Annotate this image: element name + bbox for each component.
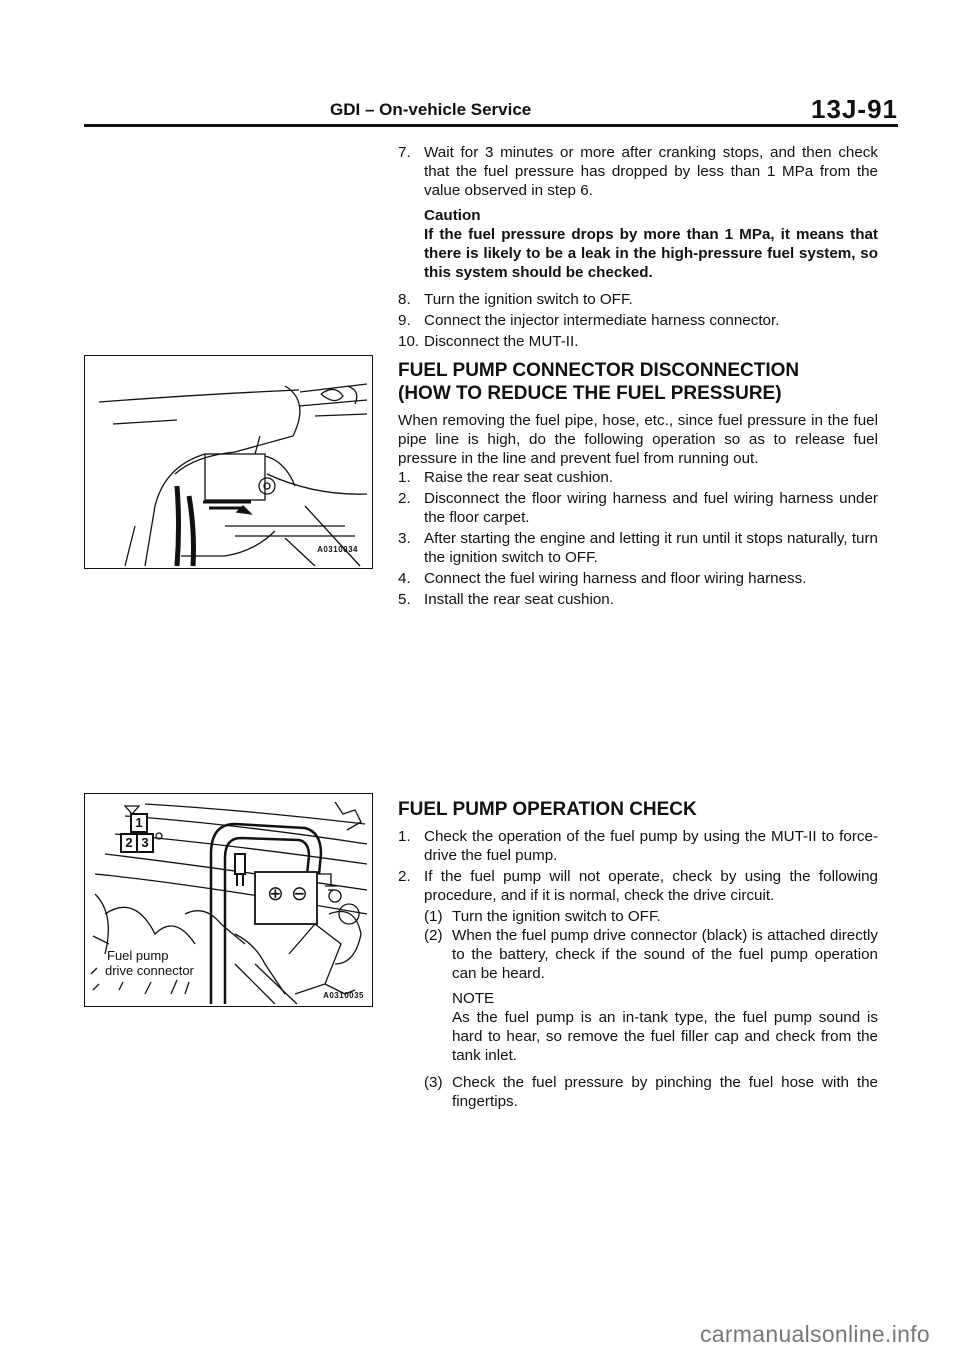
watermark: carmanualsonline.info [699, 1321, 930, 1347]
sub-step-number: (2) [424, 927, 443, 944]
note-title: NOTE [452, 990, 495, 1007]
step-number: 7. [398, 144, 411, 161]
sub-step [424, 907, 878, 926]
step-text: Disconnect the MUT-II. [424, 333, 579, 350]
list-item [398, 827, 878, 865]
section-heading-operation-check: FUEL PUMP OPERATION CHECK [398, 799, 697, 820]
step-text: Connect the injector intermediate harness connector. [424, 312, 780, 329]
sub-steps-cont [424, 1073, 878, 1111]
step-text: If the fuel pump will not operate, check by using the following procedure, and if it is normal, check the drive circuit. [424, 868, 878, 904]
section-intro: When removing the fuel pipe, hose, etc., since fuel pressure in the fuel pipe line is high, do the following operation so as to release fuel pressure in the line and prevent fuel from running out. [398, 412, 878, 467]
sub-step [424, 1073, 878, 1111]
step-number: 3. [398, 530, 411, 547]
sub-step-number: (1) [424, 908, 443, 925]
sub-step-number: (3) [424, 1074, 443, 1091]
section-heading-connector-disconnection [398, 359, 878, 405]
sub-step-text: Check the fuel pressure by pinching the fuel hose with the fingertips. [452, 1074, 878, 1110]
heading-line: (HOW TO REDUCE THE FUEL PRESSURE) [398, 383, 782, 404]
list-item [398, 489, 878, 527]
step-number: 9. [398, 312, 411, 329]
connector-pin-3: 3 [141, 835, 149, 850]
page-number: 13J-91 [811, 94, 898, 124]
step-text: Disconnect the floor wiring harness and fuel wiring harness under the floor carpet. [424, 490, 878, 526]
connector-pin-2: 2 [125, 835, 133, 850]
section-title: GDI – On-vehicle Service [330, 100, 532, 119]
step-7 [398, 143, 878, 200]
step-number: 1. [398, 828, 411, 845]
heading-line: FUEL PUMP CONNECTOR DISCONNECTION [398, 360, 800, 381]
battery-minus-icon: ⊖ [291, 883, 308, 905]
callout-line: drive connector [105, 963, 194, 978]
sub-step-text: When the fuel pump drive connector (black) is attached directly to the battery, check if the sound of the fuel pump operation can be heard. [452, 927, 878, 982]
step-text: Turn the ignition switch to OFF. [424, 291, 633, 308]
sub-steps [424, 907, 878, 983]
step-text: Wait for 3 minutes or more after cranking stops, and then check that the fuel pressure has dropped by less than 1 MPa from the value observed in step 6. [424, 144, 878, 199]
step-text: Install the rear seat cushion. [424, 591, 614, 608]
caution-text: If the fuel pressure drops by more than 1 MPa, it means that there is likely to be a leak in the high-pressure fuel system, so this system should be checked. [424, 226, 878, 281]
step-number: 1. [398, 469, 411, 486]
step-text: Check the operation of the fuel pump by using the MUT-II to force-drive the fuel pump. [424, 828, 878, 864]
callout-label [95, 948, 194, 978]
step-number: 2. [398, 868, 411, 885]
sub-step-text: Turn the ignition switch to OFF. [452, 908, 661, 925]
sub-step [424, 926, 878, 983]
list-item [398, 867, 878, 905]
caution-title: Caution [424, 207, 481, 224]
step-text: After starting the engine and letting it run until it stops naturally, turn the ignition switch to OFF. [424, 530, 878, 566]
step-8 [398, 290, 878, 309]
header-rule [84, 124, 898, 127]
caution-block [424, 206, 878, 282]
figure-fuel-pump-drive-connector [84, 793, 373, 1007]
figure-connector-location [84, 355, 373, 569]
list-item [398, 529, 878, 567]
note-text: As the fuel pump is an in-tank type, the fuel pump sound is hard to hear, so remove the fuel filler cap and check from the tank inlet. [452, 1009, 878, 1064]
figure-code: A0310035 [323, 991, 364, 1000]
step-number: 8. [398, 291, 411, 308]
list-item [398, 569, 878, 588]
step-number: 10. [398, 333, 420, 350]
figure-code: A0310034 [317, 545, 358, 554]
step-number: 4. [398, 570, 411, 587]
step-number: 5. [398, 591, 411, 608]
note-block [452, 989, 878, 1065]
connector-pin-1: 1 [135, 815, 143, 830]
step-text: Connect the fuel wiring harness and floor wiring harness. [424, 570, 807, 587]
connector-illustration [85, 356, 372, 568]
list-item [398, 468, 878, 487]
battery-plus-icon: ⊕ [267, 883, 284, 905]
step-10 [398, 332, 878, 351]
bottom-text-column [398, 794, 878, 1111]
step-number: 2. [398, 490, 411, 507]
step-9 [398, 311, 878, 330]
callout-line: Fuel pump [107, 948, 169, 963]
step-text: Raise the rear seat cushion. [424, 469, 614, 486]
list-item [398, 590, 878, 609]
top-text-column [398, 143, 878, 611]
